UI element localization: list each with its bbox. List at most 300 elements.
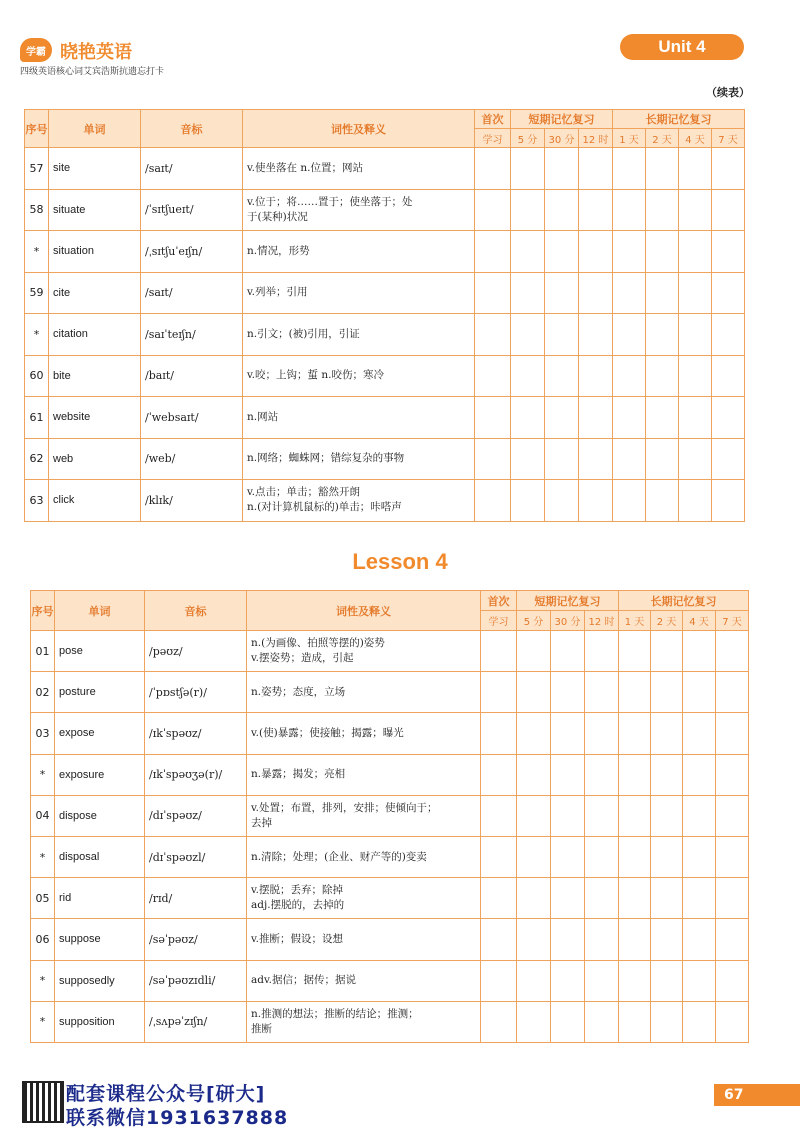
row-number: * <box>31 960 55 1001</box>
definition-cell <box>247 631 481 672</box>
definition-cell <box>247 672 481 713</box>
vocab-table-unit4 <box>24 109 745 522</box>
row-number: 06 <box>31 919 55 960</box>
review-checkbox-cell[interactable] <box>651 1001 683 1042</box>
interval-12h: 12 时 <box>585 611 619 631</box>
review-checkbox-cell[interactable] <box>679 148 712 190</box>
review-checkbox-cell[interactable] <box>545 272 579 314</box>
review-checkbox-cell[interactable] <box>545 355 579 397</box>
review-checkbox-cell[interactable] <box>651 754 683 795</box>
phonetic-cell: /pəʊz/ <box>145 631 247 672</box>
review-checkbox-cell[interactable] <box>716 713 749 754</box>
interval-4day: 4 天 <box>683 611 716 631</box>
review-checkbox-cell[interactable] <box>716 1001 749 1042</box>
word-cell: disposal <box>55 836 145 877</box>
col-num-header: 序号 <box>31 591 55 631</box>
table-row <box>31 1001 749 1042</box>
definition-line: 推断 <box>251 1022 272 1035</box>
review-checkbox-cell[interactable] <box>683 713 716 754</box>
review-checkbox-cell[interactable] <box>475 355 511 397</box>
review-checkbox-cell[interactable] <box>712 438 745 480</box>
review-checkbox-cell[interactable] <box>551 919 585 960</box>
table-row <box>25 355 745 397</box>
review-checkbox-cell[interactable] <box>613 272 646 314</box>
phonetic-cell: /ˈwebsaɪt/ <box>141 397 243 439</box>
word-cell: expose <box>55 713 145 754</box>
review-checkbox-cell[interactable] <box>683 960 716 1001</box>
review-checkbox-cell[interactable] <box>679 438 712 480</box>
review-checkbox-cell[interactable] <box>475 272 511 314</box>
review-checkbox-cell[interactable] <box>475 231 511 273</box>
review-checkbox-cell[interactable] <box>551 1001 585 1042</box>
col-long-term-header: 长期记忆复习 <box>619 591 749 611</box>
table-row <box>25 231 745 273</box>
row-number: 63 <box>25 480 49 522</box>
review-checkbox-cell[interactable] <box>475 148 511 190</box>
phonetic-cell: /səˈpəʊz/ <box>145 919 247 960</box>
review-checkbox-cell[interactable] <box>679 231 712 273</box>
review-checkbox-cell[interactable] <box>517 1001 551 1042</box>
review-checkbox-cell[interactable] <box>517 631 551 672</box>
col-long-term-header: 长期记忆复习 <box>613 110 745 129</box>
row-number: * <box>31 836 55 877</box>
review-checkbox-cell[interactable] <box>613 480 646 522</box>
definition-line: n.姿势；态度，立场 <box>251 685 346 698</box>
definition-line: v.摆脱；丢弃；除掉 <box>251 884 344 897</box>
row-number: 02 <box>31 672 55 713</box>
review-checkbox-cell[interactable] <box>517 878 551 919</box>
review-checkbox-cell[interactable] <box>646 480 679 522</box>
table-header <box>25 110 745 148</box>
col-word-header: 单词 <box>55 591 145 631</box>
col-word-header: 单词 <box>49 110 141 148</box>
definition-line: v.使坐落在 n.位置；网站 <box>247 161 363 174</box>
review-checkbox-cell[interactable] <box>716 672 749 713</box>
review-checkbox-cell[interactable] <box>585 713 619 754</box>
review-checkbox-cell[interactable] <box>712 314 745 356</box>
review-checkbox-cell[interactable] <box>716 960 749 1001</box>
review-checkbox-cell[interactable] <box>551 672 585 713</box>
review-checkbox-cell[interactable] <box>545 480 579 522</box>
table-row <box>31 795 749 836</box>
col-first-study-bottom: 学习 <box>481 611 517 631</box>
definition-cell <box>243 272 475 314</box>
review-checkbox-cell[interactable] <box>545 231 579 273</box>
review-checkbox-cell[interactable] <box>511 231 545 273</box>
review-checkbox-cell[interactable] <box>646 148 679 190</box>
review-checkbox-cell[interactable] <box>545 189 579 231</box>
review-checkbox-cell[interactable] <box>517 919 551 960</box>
review-checkbox-cell[interactable] <box>651 631 683 672</box>
table-row <box>25 189 745 231</box>
review-checkbox-cell[interactable] <box>585 672 619 713</box>
review-checkbox-cell[interactable] <box>716 795 749 836</box>
review-checkbox-cell[interactable] <box>683 754 716 795</box>
row-number: 01 <box>31 631 55 672</box>
review-checkbox-cell[interactable] <box>517 795 551 836</box>
review-checkbox-cell[interactable] <box>511 148 545 190</box>
row-number: 03 <box>31 713 55 754</box>
interval-1day: 1 天 <box>613 129 646 148</box>
review-checkbox-cell[interactable] <box>517 672 551 713</box>
definition-line: v.列举；引用 <box>247 286 308 299</box>
word-cell: exposure <box>55 754 145 795</box>
review-checkbox-cell[interactable] <box>646 397 679 439</box>
lesson-title: Lesson 4 <box>352 549 448 574</box>
row-number: 04 <box>31 795 55 836</box>
row-number: 62 <box>25 438 49 480</box>
table-row <box>25 148 745 190</box>
review-checkbox-cell[interactable] <box>651 713 683 754</box>
phonetic-cell: /ˌsʌpəˈzɪʃn/ <box>145 1001 247 1042</box>
word-cell: bite <box>49 355 141 397</box>
review-checkbox-cell[interactable] <box>517 836 551 877</box>
review-checkbox-cell[interactable] <box>619 960 651 1001</box>
review-checkbox-cell[interactable] <box>712 355 745 397</box>
review-checkbox-cell[interactable] <box>712 231 745 273</box>
table-row <box>25 438 745 480</box>
definition-line: n.清除；处理；(企业、财产等的)变卖 <box>251 850 427 863</box>
phonetic-cell: /ˈpɒstʃə(r)/ <box>145 672 247 713</box>
review-checkbox-cell[interactable] <box>613 314 646 356</box>
definition-line: v.推断；假设；设想 <box>251 932 344 945</box>
definition-cell <box>243 231 475 273</box>
review-checkbox-cell[interactable] <box>475 189 511 231</box>
review-checkbox-cell[interactable] <box>683 1001 716 1042</box>
review-checkbox-cell[interactable] <box>579 438 613 480</box>
row-number: * <box>25 231 49 273</box>
interval-1day: 1 天 <box>619 611 651 631</box>
word-cell: situation <box>49 231 141 273</box>
review-checkbox-cell[interactable] <box>579 189 613 231</box>
review-checkbox-cell[interactable] <box>579 148 613 190</box>
review-checkbox-cell[interactable] <box>517 960 551 1001</box>
definition-line: n.引文；(被)引用，引证 <box>247 327 360 340</box>
review-checkbox-cell[interactable] <box>651 960 683 1001</box>
row-number: 05 <box>31 878 55 919</box>
book-subtitle: 四级英语核心词艾宾浩斯抗遗忘打卡 <box>20 67 165 77</box>
interval-7day: 7 天 <box>716 611 749 631</box>
interval-2day: 2 天 <box>646 129 679 148</box>
review-checkbox-cell[interactable] <box>517 754 551 795</box>
review-checkbox-cell[interactable] <box>619 631 651 672</box>
review-checkbox-cell[interactable] <box>679 480 712 522</box>
review-checkbox-cell[interactable] <box>585 795 619 836</box>
review-checkbox-cell[interactable] <box>579 355 613 397</box>
table-row <box>31 960 749 1001</box>
page-number: 67 <box>714 1084 800 1106</box>
review-checkbox-cell[interactable] <box>585 631 619 672</box>
review-checkbox-cell[interactable] <box>683 672 716 713</box>
table-row <box>25 272 745 314</box>
definition-cell <box>247 878 481 919</box>
definition-cell <box>243 189 475 231</box>
unit-badge: Unit 4 <box>620 34 744 60</box>
word-cell: posture <box>55 672 145 713</box>
definition-line: v.点击；单击；豁然开朗 <box>247 486 361 499</box>
word-cell: web <box>49 438 141 480</box>
phonetic-cell: /ˈsɪtʃueɪt/ <box>141 189 243 231</box>
col-first-study-top: 首次 <box>481 591 517 611</box>
review-checkbox-cell[interactable] <box>511 272 545 314</box>
review-checkbox-cell[interactable] <box>679 189 712 231</box>
brand-name: 晓艳英语 <box>60 42 132 63</box>
review-checkbox-cell[interactable] <box>619 713 651 754</box>
table-row <box>31 713 749 754</box>
definition-line: 去掉 <box>251 816 272 829</box>
definition-line: v.摆姿势；造成，引起 <box>251 652 354 665</box>
review-checkbox-cell[interactable] <box>481 713 517 754</box>
review-checkbox-cell[interactable] <box>545 438 579 480</box>
review-checkbox-cell[interactable] <box>511 189 545 231</box>
review-checkbox-cell[interactable] <box>651 672 683 713</box>
review-checkbox-cell[interactable] <box>683 919 716 960</box>
continued-label: （续表） <box>706 86 750 99</box>
definition-cell <box>243 480 475 522</box>
review-checkbox-cell[interactable] <box>585 878 619 919</box>
definition-cell <box>247 1001 481 1042</box>
phonetic-cell: /ˌsɪtʃuˈeɪʃn/ <box>141 231 243 273</box>
row-number: * <box>31 1001 55 1042</box>
review-checkbox-cell[interactable] <box>646 438 679 480</box>
review-checkbox-cell[interactable] <box>619 836 651 877</box>
interval-5min: 5 分 <box>511 129 545 148</box>
review-checkbox-cell[interactable] <box>619 878 651 919</box>
review-checkbox-cell[interactable] <box>646 314 679 356</box>
interval-5min: 5 分 <box>517 611 551 631</box>
review-checkbox-cell[interactable] <box>679 272 712 314</box>
review-checkbox-cell[interactable] <box>585 919 619 960</box>
row-number: 61 <box>25 397 49 439</box>
review-checkbox-cell[interactable] <box>511 355 545 397</box>
review-checkbox-cell[interactable] <box>651 878 683 919</box>
review-checkbox-cell[interactable] <box>579 397 613 439</box>
review-checkbox-cell[interactable] <box>716 836 749 877</box>
review-checkbox-cell[interactable] <box>716 754 749 795</box>
review-checkbox-cell[interactable] <box>619 795 651 836</box>
phonetic-cell: /rɪd/ <box>145 878 247 919</box>
phonetic-cell: /saɪt/ <box>141 272 243 314</box>
qr-code-icon <box>22 1081 64 1123</box>
review-checkbox-cell[interactable] <box>716 878 749 919</box>
definition-cell <box>247 754 481 795</box>
review-checkbox-cell[interactable] <box>619 754 651 795</box>
review-checkbox-cell[interactable] <box>613 355 646 397</box>
phonetic-cell: /ɪkˈspəʊz/ <box>145 713 247 754</box>
definition-line: 于(某种)状况 <box>247 210 308 223</box>
review-checkbox-cell[interactable] <box>613 397 646 439</box>
review-checkbox-cell[interactable] <box>545 148 579 190</box>
definition-line: adv.据信；据传；据说 <box>251 974 357 987</box>
word-cell: pose <box>55 631 145 672</box>
review-checkbox-cell[interactable] <box>712 397 745 439</box>
review-checkbox-cell[interactable] <box>551 713 585 754</box>
definition-cell <box>247 919 481 960</box>
interval-30min: 30 分 <box>551 611 585 631</box>
review-checkbox-cell[interactable] <box>481 919 517 960</box>
definition-line: v.(使)暴露；使接触；揭露；曝光 <box>251 726 404 739</box>
definition-cell <box>243 314 475 356</box>
phonetic-cell: /dɪˈspəʊz/ <box>145 795 247 836</box>
review-checkbox-cell[interactable] <box>481 960 517 1001</box>
definition-line: v.处置；布置，排列，安排；使倾向于； <box>251 801 438 814</box>
definition-cell <box>247 836 481 877</box>
review-checkbox-cell[interactable] <box>579 314 613 356</box>
col-first-study-bottom: 学习 <box>475 129 511 148</box>
word-cell: suppose <box>55 919 145 960</box>
review-checkbox-cell[interactable] <box>551 631 585 672</box>
review-checkbox-cell[interactable] <box>646 231 679 273</box>
review-checkbox-cell[interactable] <box>585 754 619 795</box>
review-checkbox-cell[interactable] <box>683 836 716 877</box>
col-num-header: 序号 <box>25 110 49 148</box>
word-cell: website <box>49 397 141 439</box>
review-checkbox-cell[interactable] <box>511 480 545 522</box>
review-checkbox-cell[interactable] <box>679 397 712 439</box>
col-short-term-header: 短期记忆复习 <box>517 591 619 611</box>
phonetic-cell: /baɪt/ <box>141 355 243 397</box>
review-checkbox-cell[interactable] <box>517 713 551 754</box>
review-checkbox-cell[interactable] <box>551 960 585 1001</box>
review-checkbox-cell[interactable] <box>613 438 646 480</box>
review-checkbox-cell[interactable] <box>679 314 712 356</box>
definition-line: n.情况，形势 <box>247 244 310 257</box>
review-checkbox-cell[interactable] <box>712 272 745 314</box>
word-cell: cite <box>49 272 141 314</box>
definition-line: v.位于；将……置于；使坐落于；处 <box>247 195 413 208</box>
review-checkbox-cell[interactable] <box>712 148 745 190</box>
definition-cell <box>247 960 481 1001</box>
phonetic-cell: /dɪˈspəʊzl/ <box>145 836 247 877</box>
col-first-study-top: 首次 <box>475 110 511 129</box>
row-number: * <box>31 754 55 795</box>
definition-line: n.网络；蜘蛛网；错综复杂的事物 <box>247 452 405 465</box>
word-cell: supposition <box>55 1001 145 1042</box>
review-checkbox-cell[interactable] <box>481 878 517 919</box>
table-header <box>31 591 749 631</box>
word-cell: site <box>49 148 141 190</box>
row-number: * <box>25 314 49 356</box>
definition-cell <box>243 148 475 190</box>
review-checkbox-cell[interactable] <box>481 672 517 713</box>
logo-icon: 学霸 <box>20 38 52 62</box>
review-checkbox-cell[interactable] <box>651 795 683 836</box>
review-checkbox-cell[interactable] <box>579 231 613 273</box>
definition-line: n.(对计算机鼠标的)单击；咔嗒声 <box>247 501 402 514</box>
interval-4day: 4 天 <box>679 129 712 148</box>
definition-line: adj.摆脱的，去掉的 <box>251 899 345 912</box>
review-checkbox-cell[interactable] <box>511 397 545 439</box>
review-checkbox-cell[interactable] <box>579 480 613 522</box>
review-checkbox-cell[interactable] <box>679 355 712 397</box>
review-checkbox-cell[interactable] <box>646 189 679 231</box>
promo-line-1: 配套课程公众号[研大] <box>66 1083 266 1105</box>
col-short-term-header: 短期记忆复习 <box>511 110 613 129</box>
review-checkbox-cell[interactable] <box>585 1001 619 1042</box>
table-row <box>31 878 749 919</box>
review-checkbox-cell[interactable] <box>683 795 716 836</box>
table-row <box>25 314 745 356</box>
definition-line: n.(为画像、拍照等摆的)姿势 <box>251 637 385 650</box>
review-checkbox-cell[interactable] <box>716 919 749 960</box>
review-checkbox-cell[interactable] <box>475 397 511 439</box>
table-row <box>31 754 749 795</box>
table-row <box>31 919 749 960</box>
review-checkbox-cell[interactable] <box>551 836 585 877</box>
word-cell: rid <box>55 878 145 919</box>
review-checkbox-cell[interactable] <box>551 878 585 919</box>
review-checkbox-cell[interactable] <box>613 231 646 273</box>
review-checkbox-cell[interactable] <box>651 836 683 877</box>
review-checkbox-cell[interactable] <box>511 314 545 356</box>
interval-7day: 7 天 <box>712 129 745 148</box>
review-checkbox-cell[interactable] <box>511 438 545 480</box>
review-checkbox-cell[interactable] <box>475 480 511 522</box>
review-checkbox-cell[interactable] <box>683 878 716 919</box>
review-checkbox-cell[interactable] <box>481 836 517 877</box>
review-checkbox-cell[interactable] <box>545 397 579 439</box>
row-number: 58 <box>25 189 49 231</box>
review-checkbox-cell[interactable] <box>619 672 651 713</box>
table-row <box>25 397 745 439</box>
review-checkbox-cell[interactable] <box>619 1001 651 1042</box>
review-checkbox-cell[interactable] <box>651 919 683 960</box>
word-cell: supposedly <box>55 960 145 1001</box>
phonetic-cell: /web/ <box>141 438 243 480</box>
definition-cell <box>243 355 475 397</box>
review-checkbox-cell[interactable] <box>579 272 613 314</box>
table-row <box>31 672 749 713</box>
promo-line-2: 联系微信1931637888 <box>66 1107 289 1129</box>
interval-30min: 30 分 <box>545 129 579 148</box>
review-checkbox-cell[interactable] <box>716 631 749 672</box>
col-definition-header: 词性及释义 <box>243 110 475 148</box>
review-checkbox-cell[interactable] <box>475 314 511 356</box>
review-checkbox-cell[interactable] <box>683 631 716 672</box>
row-number: 60 <box>25 355 49 397</box>
definition-cell <box>247 795 481 836</box>
interval-12h: 12 时 <box>579 129 613 148</box>
table-body <box>25 148 745 522</box>
review-checkbox-cell[interactable] <box>646 272 679 314</box>
review-checkbox-cell[interactable] <box>545 314 579 356</box>
review-checkbox-cell[interactable] <box>481 754 517 795</box>
review-checkbox-cell[interactable] <box>619 919 651 960</box>
review-checkbox-cell[interactable] <box>481 631 517 672</box>
review-checkbox-cell[interactable] <box>613 148 646 190</box>
review-checkbox-cell[interactable] <box>481 795 517 836</box>
interval-2day: 2 天 <box>651 611 683 631</box>
review-checkbox-cell[interactable] <box>585 836 619 877</box>
review-checkbox-cell[interactable] <box>481 1001 517 1042</box>
review-checkbox-cell[interactable] <box>712 480 745 522</box>
word-cell: citation <box>49 314 141 356</box>
review-checkbox-cell[interactable] <box>646 355 679 397</box>
col-definition-header: 词性及释义 <box>247 591 481 631</box>
definition-cell <box>247 713 481 754</box>
review-checkbox-cell[interactable] <box>551 754 585 795</box>
definition-line: v.咬；上钩；蜇 n.咬伤；寒冷 <box>247 369 384 382</box>
review-checkbox-cell[interactable] <box>712 189 745 231</box>
definition-line: n.推测的想法；推断的结论；推测； <box>251 1007 419 1020</box>
review-checkbox-cell[interactable] <box>613 189 646 231</box>
review-checkbox-cell[interactable] <box>585 960 619 1001</box>
phonetic-cell: /ɪkˈspəʊʒə(r)/ <box>145 754 247 795</box>
table-body <box>31 631 749 1043</box>
review-checkbox-cell[interactable] <box>475 438 511 480</box>
review-checkbox-cell[interactable] <box>551 795 585 836</box>
word-cell: dispose <box>55 795 145 836</box>
